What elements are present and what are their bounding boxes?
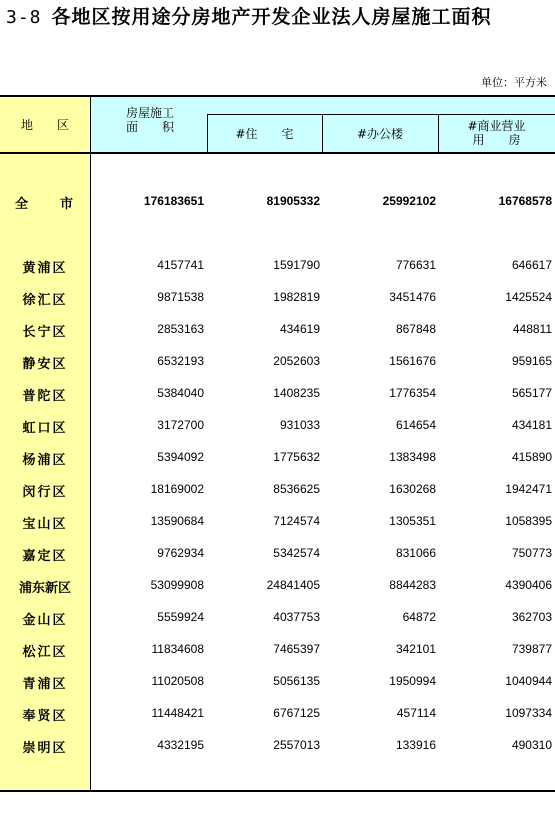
cell-office: 1776354 bbox=[389, 386, 436, 400]
cell-total: 11834608 bbox=[151, 642, 204, 656]
row-label: 崇明区 bbox=[22, 741, 68, 756]
cell-commercial: 959165 bbox=[511, 354, 552, 368]
row-label: 全 市 bbox=[14, 197, 75, 212]
cell-residential: 8536625 bbox=[273, 482, 320, 496]
row-label: 闵行区 bbox=[22, 485, 68, 500]
cell-office: 1630268 bbox=[389, 482, 436, 496]
cell-office: 133916 bbox=[395, 738, 436, 752]
row-label: 静安区 bbox=[22, 357, 68, 372]
header-region: 地 区 bbox=[20, 118, 69, 132]
cell-commercial: 646617 bbox=[511, 258, 552, 272]
row-label: 青浦区 bbox=[22, 677, 68, 692]
cell-office: 614654 bbox=[395, 418, 436, 432]
row-label: 嘉定区 bbox=[22, 549, 68, 564]
header-bottom-rule bbox=[0, 152, 555, 154]
cell-residential: 1408235 bbox=[273, 386, 320, 400]
cell-total: 5394092 bbox=[157, 450, 204, 464]
cell-office: 1561676 bbox=[389, 354, 436, 368]
table-title: 各地区按用途分房地产开发企业法人房屋施工面积 bbox=[51, 6, 492, 28]
cell-commercial: 739877 bbox=[511, 642, 552, 656]
cell-office: 1305351 bbox=[389, 514, 436, 528]
cell-office: 1383498 bbox=[389, 450, 436, 464]
cell-office: 831066 bbox=[395, 546, 436, 560]
cell-commercial: 1425524 bbox=[505, 290, 552, 304]
cell-commercial: 415890 bbox=[511, 450, 552, 464]
cell-office: 25992102 bbox=[382, 194, 436, 208]
cell-office: 342101 bbox=[395, 642, 436, 656]
cell-residential: 2052603 bbox=[273, 354, 320, 368]
row-label: 宝山区 bbox=[22, 517, 68, 532]
cell-total: 13590684 bbox=[150, 514, 204, 528]
cell-total: 9871538 bbox=[157, 290, 204, 304]
table-bottom-rule bbox=[0, 790, 555, 792]
header-office: #办公楼 bbox=[356, 127, 404, 141]
page-title bbox=[6, 2, 492, 29]
cell-total: 9762934 bbox=[157, 546, 204, 560]
cell-office: 8844283 bbox=[389, 578, 436, 592]
cell-total: 53099908 bbox=[150, 578, 204, 592]
cell-commercial: 1942471 bbox=[505, 482, 552, 496]
row-label: 金山区 bbox=[22, 613, 68, 628]
cell-commercial: 1058395 bbox=[505, 514, 552, 528]
row-label: 长宁区 bbox=[22, 325, 68, 340]
cell-commercial: 750773 bbox=[511, 546, 552, 560]
row-label: 松江区 bbox=[22, 645, 68, 660]
cell-residential: 2557013 bbox=[273, 738, 320, 752]
cell-residential: 7124574 bbox=[273, 514, 320, 528]
region-column-divider bbox=[90, 97, 91, 790]
row-label: 奉贤区 bbox=[22, 709, 68, 724]
cell-office: 64872 bbox=[402, 610, 436, 624]
cell-commercial: 434181 bbox=[511, 418, 552, 432]
cell-residential: 1775632 bbox=[273, 450, 320, 464]
cell-commercial: 1040944 bbox=[505, 674, 552, 688]
cell-total: 6532193 bbox=[157, 354, 204, 368]
cell-residential: 7465397 bbox=[273, 642, 320, 656]
cell-commercial: 448811 bbox=[512, 322, 552, 336]
cell-office: 3451476 bbox=[389, 290, 436, 304]
cell-total: 2853163 bbox=[157, 322, 204, 336]
cell-total: 3172700 bbox=[157, 418, 204, 432]
cell-residential: 931033 bbox=[279, 418, 320, 432]
cell-commercial: 4390406 bbox=[505, 578, 552, 592]
cell-office: 457114 bbox=[396, 706, 436, 720]
cell-total: 4332195 bbox=[157, 738, 204, 752]
row-label: 普陀区 bbox=[22, 389, 68, 404]
cell-office: 867848 bbox=[395, 322, 436, 336]
cell-residential: 1591790 bbox=[273, 258, 320, 272]
cell-total: 18169002 bbox=[150, 482, 204, 496]
cell-residential: 6767125 bbox=[273, 706, 320, 720]
cell-total: 5559924 bbox=[157, 610, 204, 624]
cell-commercial: 565177 bbox=[511, 386, 552, 400]
cell-residential: 434619 bbox=[279, 322, 320, 336]
cell-commercial: 362703 bbox=[511, 610, 552, 624]
header-commercial: #商业营业 用 房 bbox=[467, 119, 526, 147]
row-label: 虹口区 bbox=[22, 421, 68, 436]
cell-residential: 4037753 bbox=[273, 610, 320, 624]
row-label: 杨浦区 bbox=[22, 453, 68, 468]
cell-residential: 24841405 bbox=[266, 578, 320, 592]
cell-commercial: 1097334 bbox=[505, 706, 552, 720]
cell-residential: 81905332 bbox=[266, 194, 320, 208]
cell-commercial: 490310 bbox=[511, 738, 552, 752]
cell-total: 176183651 bbox=[143, 194, 204, 208]
cell-total: 5384040 bbox=[157, 386, 204, 400]
cell-residential: 5056135 bbox=[273, 674, 320, 688]
header-residential: #住 宅 bbox=[235, 127, 294, 141]
cell-residential: 5342574 bbox=[273, 546, 320, 560]
cell-total: 4157741 bbox=[157, 258, 204, 272]
row-label: 徐汇区 bbox=[22, 293, 68, 308]
row-label: 浦东新区 bbox=[18, 581, 71, 596]
table-top-rule bbox=[0, 95, 555, 97]
cell-commercial: 16768578 bbox=[498, 194, 552, 208]
cell-total: 11448421 bbox=[151, 706, 204, 720]
table-number: 3-8 bbox=[6, 7, 42, 28]
subheader-divider bbox=[207, 114, 555, 115]
unit-label: 单位：平方米 bbox=[481, 76, 547, 89]
cell-office: 1950994 bbox=[389, 674, 436, 688]
row-label: 黄浦区 bbox=[22, 261, 68, 276]
cell-residential: 1982819 bbox=[273, 290, 320, 304]
cell-office: 776631 bbox=[395, 258, 436, 272]
cell-total: 11020508 bbox=[151, 674, 204, 688]
header-total-area: 房屋施工 面 积 bbox=[125, 106, 174, 134]
